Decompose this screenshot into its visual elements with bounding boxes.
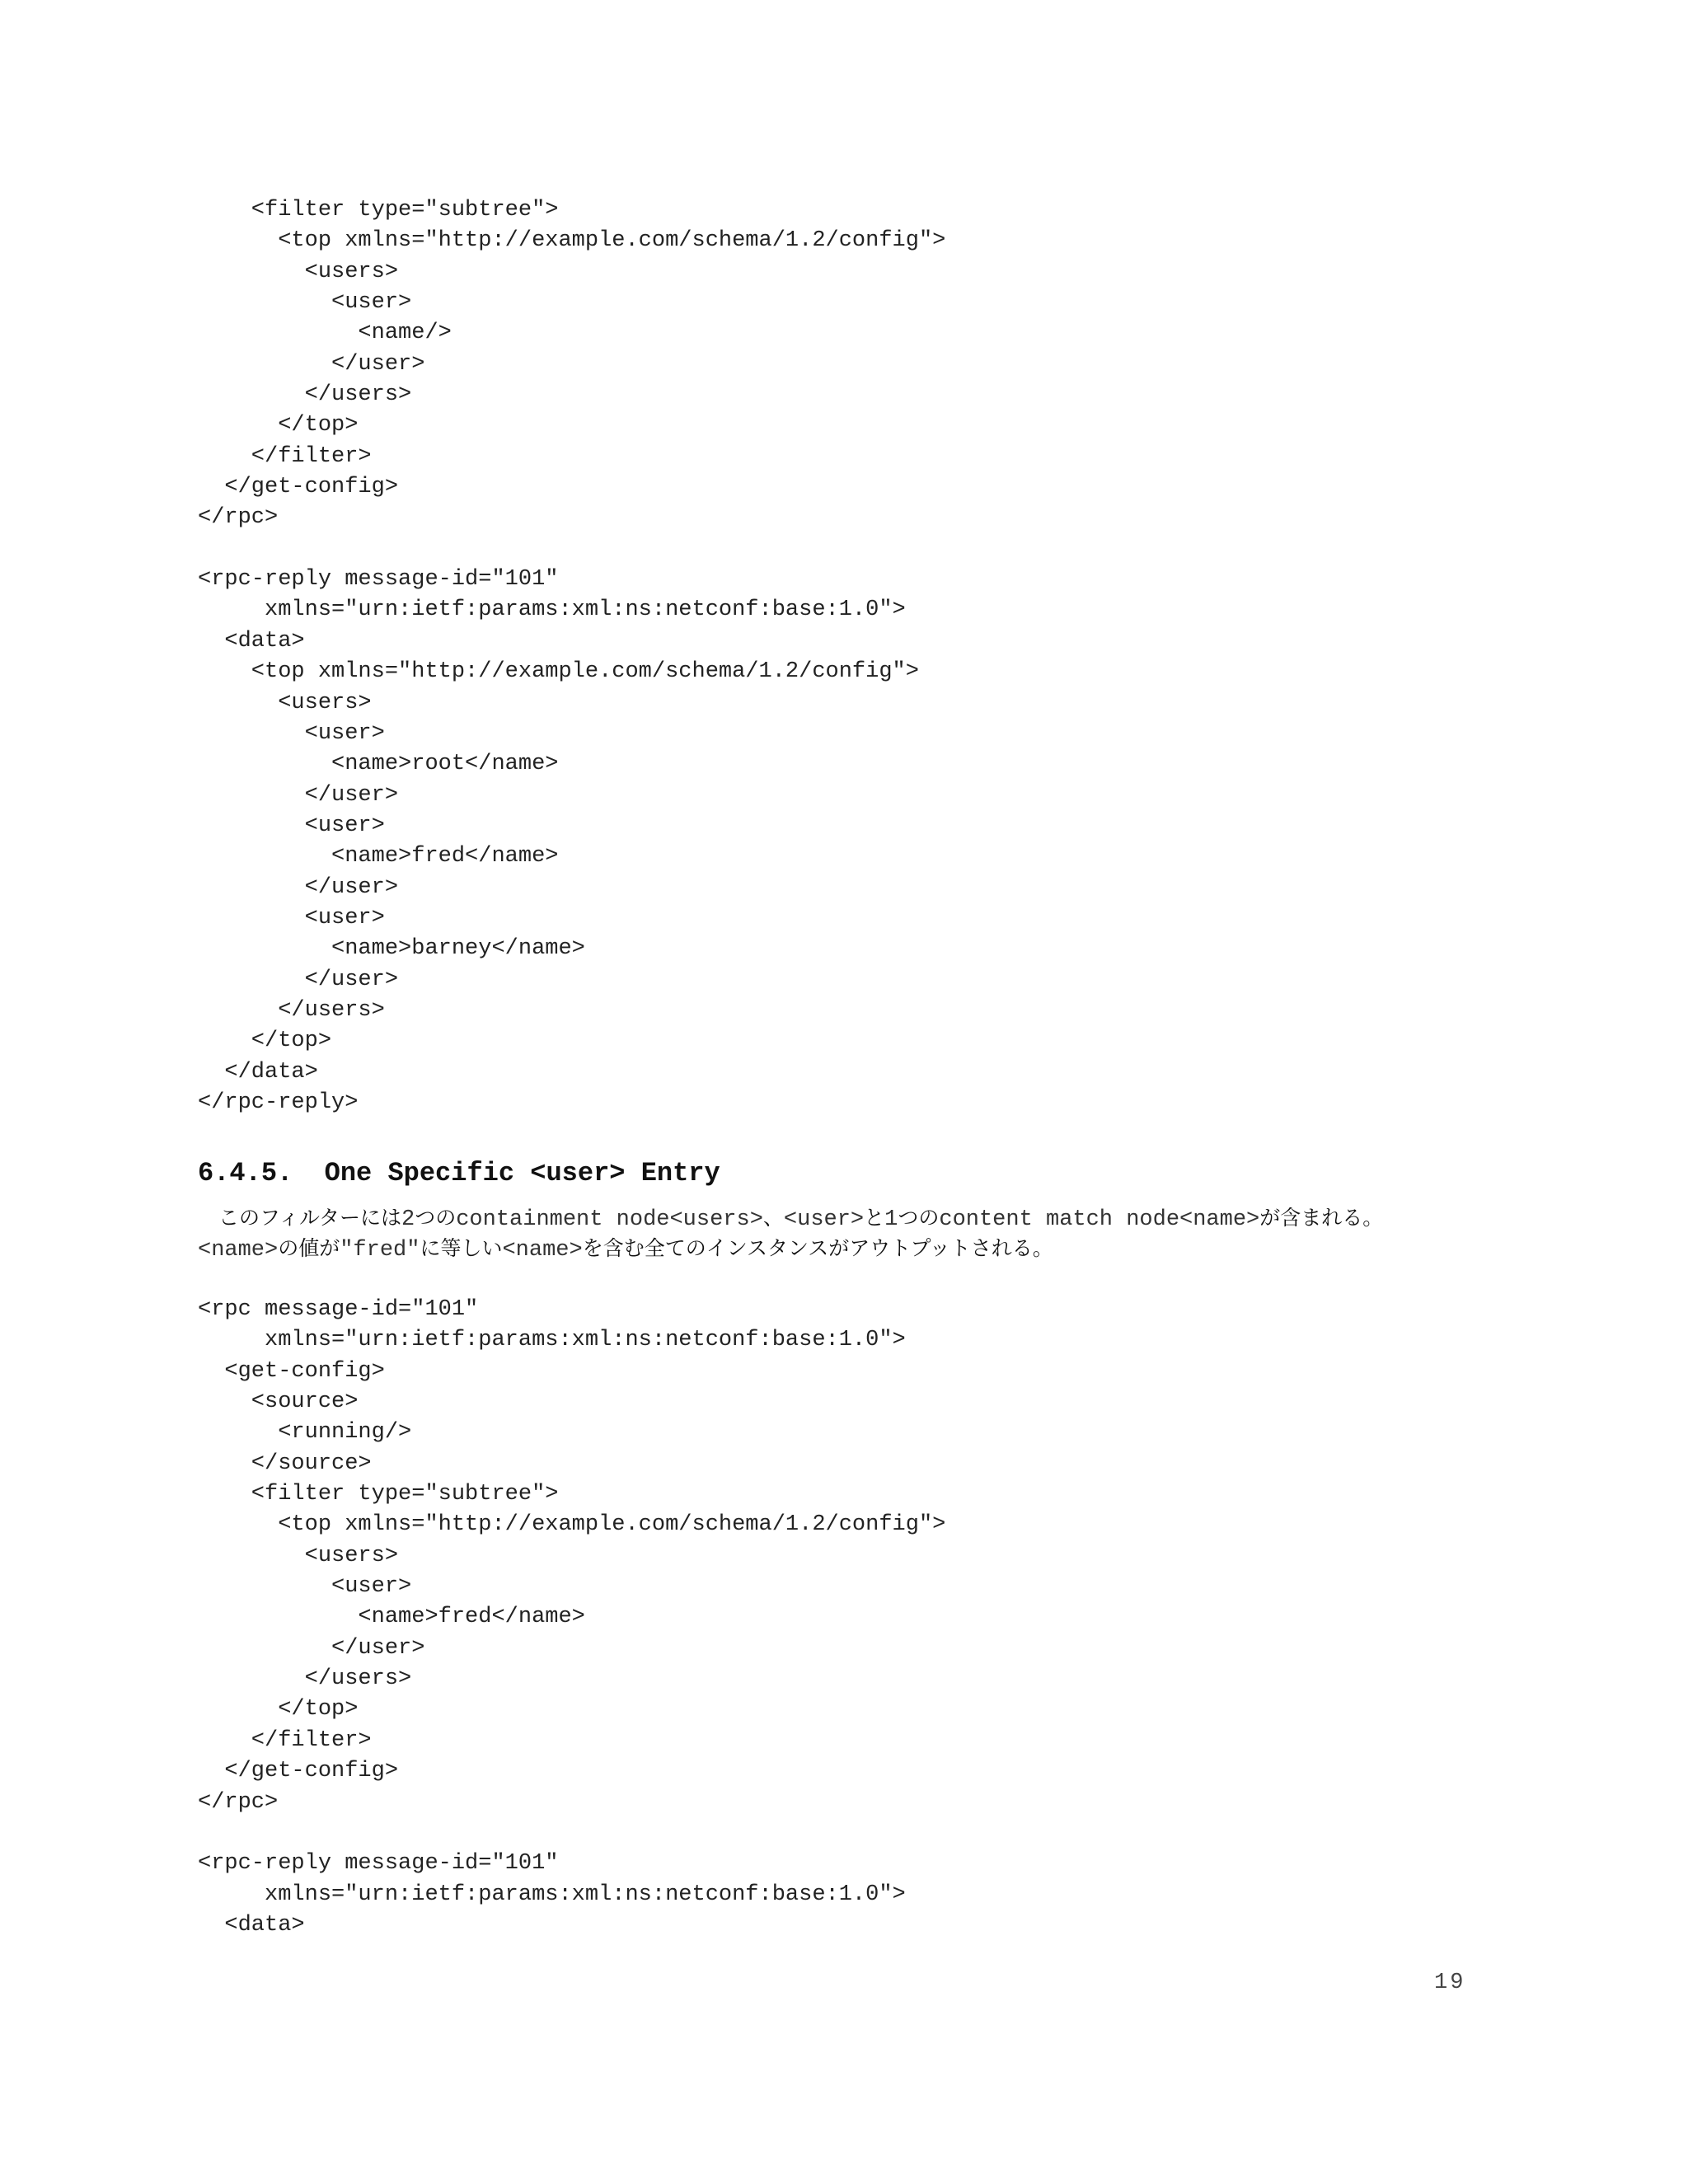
code-line: </get-config> xyxy=(198,1759,399,1784)
section-heading: 6.4.5. One Specific <user> Entry xyxy=(198,1158,720,1188)
code-line: </users> xyxy=(198,382,412,408)
description-text: つの xyxy=(898,1206,940,1230)
description-text: と xyxy=(864,1206,885,1230)
description-line-2 xyxy=(198,1233,1484,1263)
code-line: <users> xyxy=(198,690,372,715)
code-line: </get-config> xyxy=(198,475,399,500)
code-line: <source> xyxy=(198,1390,359,1415)
code-line: <name>root</name> xyxy=(198,752,559,777)
code-line: <data> xyxy=(198,628,305,654)
section-description xyxy=(198,1202,1484,1264)
code-line: </filter> xyxy=(198,1727,372,1753)
code-line: </source> xyxy=(198,1451,372,1476)
code-line: <user> xyxy=(198,290,412,316)
description-text: このフィルターには xyxy=(198,1206,402,1230)
description-code: 1 xyxy=(884,1207,898,1232)
code-line: </user> xyxy=(198,782,399,808)
description-text: に等しい xyxy=(420,1236,503,1261)
code-line: </users> xyxy=(198,1666,412,1692)
code-line: </user> xyxy=(198,1635,425,1661)
code-line: <name>fred</name> xyxy=(198,844,559,869)
code-line: </top> xyxy=(198,413,359,438)
code-line: <user> xyxy=(198,1574,412,1600)
description-code: containment node<users> xyxy=(456,1207,763,1232)
code-line: <top xmlns="http://example.com/schema/1.2/config"> xyxy=(198,659,919,685)
code-line: <get-config> xyxy=(198,1358,385,1384)
code-line: <name/> xyxy=(198,321,452,346)
description-code: <name> xyxy=(198,1238,279,1263)
code-line: <data> xyxy=(198,1912,305,1938)
code-line: </rpc> xyxy=(198,505,279,531)
code-line: </user> xyxy=(198,351,425,377)
code-line: <filter type="subtree"> xyxy=(198,198,559,223)
code-line: <user> xyxy=(198,720,385,746)
code-line: xmlns="urn:ietf:params:xml:ns:netconf:base:1.0"> xyxy=(198,1882,906,1907)
description-code: content match node<name> xyxy=(939,1207,1260,1232)
code-line: <rpc message-id="101" xyxy=(198,1297,479,1322)
code-line: <users> xyxy=(198,1543,399,1568)
code-block-filter-reply xyxy=(198,195,945,1118)
code-line: <top xmlns="http://example.com/schema/1.2/config"> xyxy=(198,228,946,254)
description-text: 、 xyxy=(762,1206,784,1230)
description-text: の値が xyxy=(278,1236,340,1261)
code-line: <user> xyxy=(198,813,385,838)
description-code: <name> xyxy=(502,1238,583,1263)
code-line: <filter type="subtree"> xyxy=(198,1482,559,1507)
code-line xyxy=(198,1818,945,1849)
code-line: xmlns="urn:ietf:params:xml:ns:netconf:base:1.0"> xyxy=(198,598,906,623)
code-line: <running/> xyxy=(198,1420,412,1446)
description-line-1 xyxy=(198,1202,1484,1233)
description-code: 2 xyxy=(401,1207,415,1232)
code-line: </data> xyxy=(198,1059,318,1085)
code-line: xmlns="urn:ietf:params:xml:ns:netconf:base:1.0"> xyxy=(198,1328,906,1353)
code-line: <rpc-reply message-id="101" xyxy=(198,1851,559,1877)
code-line: <users> xyxy=(198,259,399,284)
code-line: </filter> xyxy=(198,443,372,469)
description-code: "fred" xyxy=(340,1238,420,1263)
code-line: </top> xyxy=(198,1029,332,1054)
code-line xyxy=(198,534,945,565)
code-line: </user> xyxy=(198,967,399,992)
code-line: <top xmlns="http://example.com/schema/1.2/config"> xyxy=(198,1512,946,1538)
description-text: が含まれる。 xyxy=(1259,1206,1384,1230)
code-line: </top> xyxy=(198,1697,359,1722)
code-line: </users> xyxy=(198,997,385,1023)
description-text: を含む全てのインスタンスがアウトプットされる。 xyxy=(582,1236,1053,1261)
code-block-specific-user xyxy=(198,1295,945,1941)
code-line: <user> xyxy=(198,905,385,930)
code-line: </rpc-reply> xyxy=(198,1090,359,1115)
code-line: <name>barney</name> xyxy=(198,936,585,962)
description-code: <user> xyxy=(783,1207,865,1232)
code-line: <rpc-reply message-id="101" xyxy=(198,567,559,593)
code-line: <name>fred</name> xyxy=(198,1605,585,1630)
code-line: </user> xyxy=(198,874,399,900)
page-number: 19 xyxy=(1434,1971,1466,1995)
code-line: </rpc> xyxy=(198,1789,279,1815)
description-text: つの xyxy=(415,1206,457,1230)
